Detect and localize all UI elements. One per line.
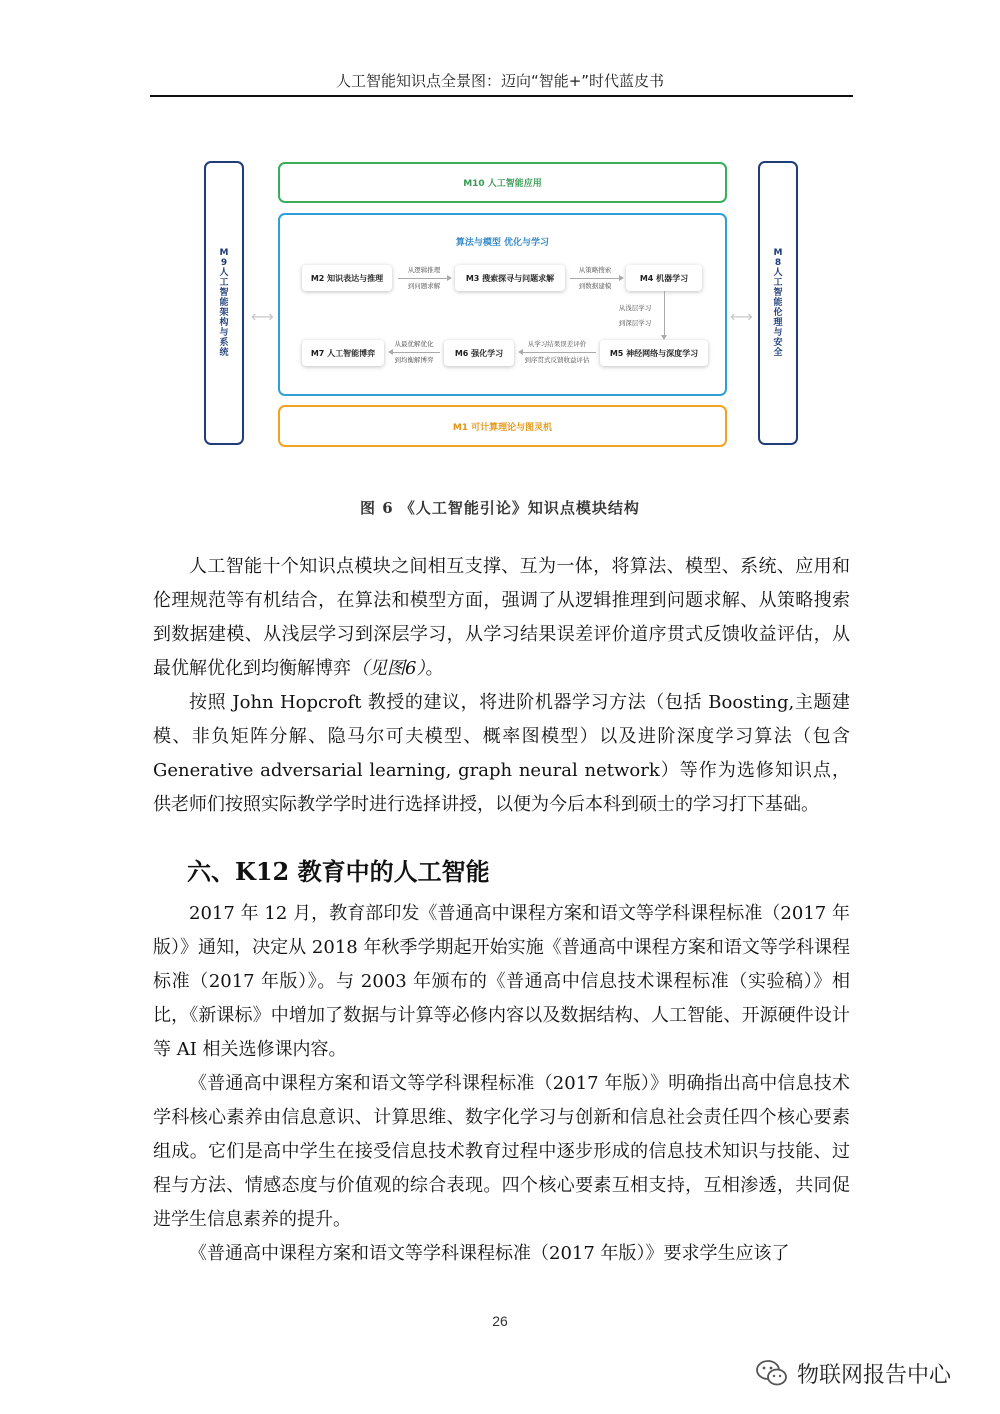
edge-m4-m5-bottom: 到深层学习 xyxy=(618,319,652,327)
edge-m3-m4-top: 从策略搜索 xyxy=(578,266,612,274)
edge-m3-m4-bottom: 到数据建模 xyxy=(578,282,612,290)
node-m5: M5 神经网络与深度学习 xyxy=(600,340,708,366)
edge-m6-m7-bottom: 到均衡解博弈 xyxy=(394,356,434,364)
figure-caption: 图 6 《人工智能引论》知识点模块结构 xyxy=(360,499,640,517)
edge-m2-m3-bottom: 到问题求解 xyxy=(407,282,441,290)
right-double-arrow-icon: ⟷ xyxy=(730,307,753,326)
arrow-m5-m6 xyxy=(522,352,596,353)
watermark-text: 物联网报告中心 xyxy=(797,1362,952,1388)
paragraph-1-end: 。 xyxy=(425,658,444,679)
m9-label: M 9 人 工 智 能 架 构 与 系 统 xyxy=(219,248,229,358)
node-m4: M4 机器学习 xyxy=(626,265,702,291)
paragraph-4: 《普通高中课程方案和语文等学科课程标准（2017 年版）》明确指出高中信息技术学科核心素养由信息意识、计算思维、数字化学习与创新和信息社会责任四个核心要素组成。它们是高中学生在接受信息技术教育过程中逐步形成的信息技术知识与技能、过程与方法、情感态度与价值观的综合表现。四个核心要素互相支持，互相渗透，共同促进学生信息素养的提升。 xyxy=(153,1073,850,1230)
page-number: 26 xyxy=(492,1313,508,1329)
paragraph-2: 按照 John Hopcroft 教授的建议，将进阶机器学习方法（包括 Boosting,主题建模、非负矩阵分解、隐马尔可夫模型、概率图模型）以及进阶深度学习算法（包含 Generative adversarial learning, graph neural network）等作为选修知识点，供老师们按照实际教学学时进行选择讲授，以便为今后本科到硕士的学习打下基础。 xyxy=(153,692,850,815)
m1-computability-box: M1 可计算理论与图灵机 xyxy=(278,405,727,447)
running-header: 人工智能知识点全景图：迈向“智能+”时代蓝皮书 xyxy=(335,72,665,90)
paragraph-3: 2017 年 12 月，教育部印发《普通高中课程方案和语文等学科课程标准（2017 年版）》通知，决定从 2018 年秋季学期起开始实施《普通高中课程方案和语文等学科课程标准（2017 年版）》。与 2003 年颁布的《普通高中信息技术课程标准（实验稿）》相比，《新课标》中增加了数据与计算等必修内容以及数据结构、人工智能、开源硬件设计等 AI 相关选修课内容。 xyxy=(153,903,850,1060)
algorithm-model-box xyxy=(278,213,727,396)
figure-reference: （见图6） xyxy=(351,658,426,679)
m9-architecture-box xyxy=(204,161,244,445)
m8-ethics-box xyxy=(758,161,798,445)
wechat-icon xyxy=(755,1358,789,1388)
paragraph-5: 《普通高中课程方案和语文等学科课程标准（2017 年版）》要求学生应该了 xyxy=(189,1243,790,1264)
arrow-m4-m5 xyxy=(664,291,665,337)
section-heading: 六、K12 教育中的人工智能 xyxy=(187,857,490,886)
module-structure-figure xyxy=(195,155,810,460)
core-title: 算法与模型 优化与学习 xyxy=(455,238,550,248)
node-m3: M3 搜索探寻与问题求解 xyxy=(455,265,565,291)
arrow-m2-m3 xyxy=(398,278,448,279)
edge-m6-m7-top: 从最优解优化 xyxy=(394,340,434,348)
header-rule xyxy=(150,95,853,97)
node-m6: M6 强化学习 xyxy=(444,340,514,366)
arrow-m3-m4 xyxy=(570,278,620,279)
edge-m5-m6-top: 从学习结果误差评价 xyxy=(527,340,587,348)
watermark xyxy=(755,1355,951,1391)
left-double-arrow-icon: ⟷ xyxy=(251,307,274,326)
node-m7: M7 人工智能博弈 xyxy=(302,340,384,366)
paragraph-1 xyxy=(153,550,850,686)
edge-m4-m5-top: 从浅层学习 xyxy=(618,304,652,312)
paragraph-1-text: 人工智能十个知识点模块之间相互支撑、互为一体，将算法、模型、系统、应用和伦理规范等有机结合，在算法和模型方面，强调了从逻辑推理到问题求解、从策略搜索到数据建模、从浅层学习到深层学习，从学习结果误差评价道序贯式反馈收益评估，从最优解优化到均衡解博弈 xyxy=(153,556,850,679)
node-m2: M2 知识表达与推理 xyxy=(302,265,392,291)
arrow-m6-m7 xyxy=(392,352,440,353)
edge-m2-m3-top: 从逻辑推理 xyxy=(407,266,441,274)
m10-application-box: M10 人工智能应用 xyxy=(278,162,727,203)
edge-m5-m6-bottom: 到序贯式反馈收益评估 xyxy=(524,356,590,364)
m8-label: M 8 人 工 智 能 伦 理 与 安 全 xyxy=(773,248,783,358)
